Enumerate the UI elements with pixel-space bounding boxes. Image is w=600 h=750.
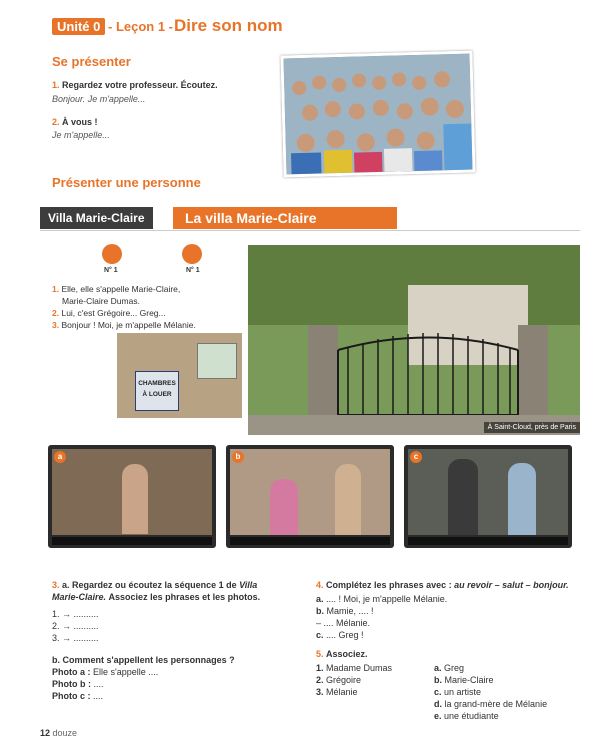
video-frame xyxy=(52,449,212,535)
photo-caption: À Saint-Cloud, près de Paris xyxy=(484,422,580,433)
exercise-4 xyxy=(316,579,586,641)
section-heading-presenter-personne: Présenter une personne xyxy=(52,175,201,190)
person-figure xyxy=(508,463,536,535)
video-frame xyxy=(230,449,390,535)
dialogue-line: Marie-Claire Dumas. xyxy=(62,296,140,306)
villa-photo xyxy=(248,245,580,435)
tile-plaque xyxy=(197,343,237,379)
video-thumbnail-c[interactable] xyxy=(404,445,572,548)
villa-banner-dark: Villa Marie-Claire xyxy=(40,207,153,229)
villa-banner-orange: La villa Marie-Claire xyxy=(173,207,397,229)
exercise-5-right-item[interactable]: e. une étudiante xyxy=(434,711,499,721)
question-1-example: Bonjour. Je m'appelle... xyxy=(52,94,146,104)
exercise-3b-title: b. Comment s'appellent les personnages ? xyxy=(52,655,235,665)
dialogue-line: 2. Lui, c'est Grégoire... Greg... xyxy=(52,308,166,318)
exercise-5-right-item[interactable]: d. la grand-mère de Mélanie xyxy=(434,699,548,709)
person-figure xyxy=(270,479,298,535)
dialogue-line: 3. Bonjour ! Moi, je m'appelle Mélanie. xyxy=(52,320,196,330)
video-letter-badge: b xyxy=(232,451,244,463)
question-2 xyxy=(52,117,98,127)
person-figure xyxy=(122,464,148,534)
video-thumbnail-b[interactable] xyxy=(226,445,394,548)
exercise-5-left-item[interactable]: 1. Madame Dumas xyxy=(316,663,393,673)
exercise-5-title: 5. Associez. xyxy=(316,649,368,659)
audio-icon[interactable] xyxy=(182,244,202,264)
video-letter-badge: c xyxy=(410,451,422,463)
villa-gate-illustration xyxy=(248,245,580,435)
video-thumbnail-a[interactable] xyxy=(48,445,216,548)
page-title: Dire son nom xyxy=(174,16,283,35)
photo-a-line[interactable]: Photo a : Elle s'appelle .... xyxy=(52,667,159,677)
photo-b-line[interactable]: Photo b : .... xyxy=(52,679,104,689)
exercise-4-line[interactable]: c. .... Greg ! xyxy=(316,630,364,640)
exercise-5-left-item[interactable]: 3. Mélanie xyxy=(316,687,358,697)
video-controls[interactable] xyxy=(52,537,212,545)
video-frame xyxy=(408,449,568,535)
exercise-4-line[interactable]: a. .... ! Moi, je m'appelle Mélanie. xyxy=(316,594,448,604)
exercise-4-instruction: 4. Complétez les phrases avec : au revoir – salut – bonjour. xyxy=(316,580,569,590)
lesson-label: - Leçon 1 - xyxy=(108,19,174,34)
question-text: Regardez votre professeur. Écoutez. xyxy=(62,80,218,90)
photo-c-line[interactable]: Photo c : .... xyxy=(52,691,104,701)
section-heading-se-presenter: Se présenter xyxy=(52,54,131,69)
video-controls[interactable] xyxy=(408,537,568,545)
question-1 xyxy=(52,80,218,90)
question-number: 2. xyxy=(52,117,60,127)
page-footer xyxy=(40,728,77,738)
audio-icon-label: N° 1 xyxy=(186,267,200,274)
rooms-sign: CHAMBRES À LOUER xyxy=(135,371,179,411)
question-text: À vous ! xyxy=(62,117,98,127)
exercise-5-right-item[interactable]: c. un artiste xyxy=(434,687,482,697)
exercise-3-row[interactable]: 1. → .......... xyxy=(52,609,99,619)
sign-photo xyxy=(117,333,242,418)
exercise-3 xyxy=(52,579,272,702)
dialogue-lines xyxy=(52,283,242,331)
group-photo xyxy=(280,51,475,178)
unit-badge: Unité 0 xyxy=(52,18,105,35)
exercise-5-right-item[interactable]: b. Marie-Claire xyxy=(434,675,494,685)
exercise-5-right-list xyxy=(434,662,547,722)
exercise-4-line[interactable]: – .... Mélanie. xyxy=(316,618,371,628)
video-icon-label: N° 1 xyxy=(104,267,118,274)
exercise-5-left-list xyxy=(316,662,392,698)
video-icon[interactable] xyxy=(102,244,122,264)
exercise-3-row[interactable]: 3. → .......... xyxy=(52,633,99,643)
page-number: 12 xyxy=(40,728,51,738)
person-figure xyxy=(448,459,478,535)
video-letter-badge: a xyxy=(54,451,66,463)
exercise-5-left-item[interactable]: 2. Grégoire xyxy=(316,675,362,685)
exercise-3-instruction: 3. a. Regardez ou écoutez la séquence 1 de Villa Marie-Claire. Associez les phrases et les photos. xyxy=(52,580,261,602)
exercise-5-right-item[interactable]: a. Greg xyxy=(434,663,465,673)
exercise-3-row[interactable]: 2. → .......... xyxy=(52,621,99,631)
exercise-4-line[interactable]: b. Mamie, .... ! xyxy=(316,606,374,616)
dialogue-line: 1. Elle, elle s'appelle Marie-Claire, xyxy=(52,284,181,294)
question-2-example: Je m'appelle... xyxy=(52,130,110,140)
video-controls[interactable] xyxy=(230,537,390,545)
question-number: 1. xyxy=(52,80,60,90)
person-figure xyxy=(335,464,361,535)
crowd-illustration xyxy=(284,54,473,175)
section-divider xyxy=(40,230,580,231)
page-word: douze xyxy=(52,728,78,738)
